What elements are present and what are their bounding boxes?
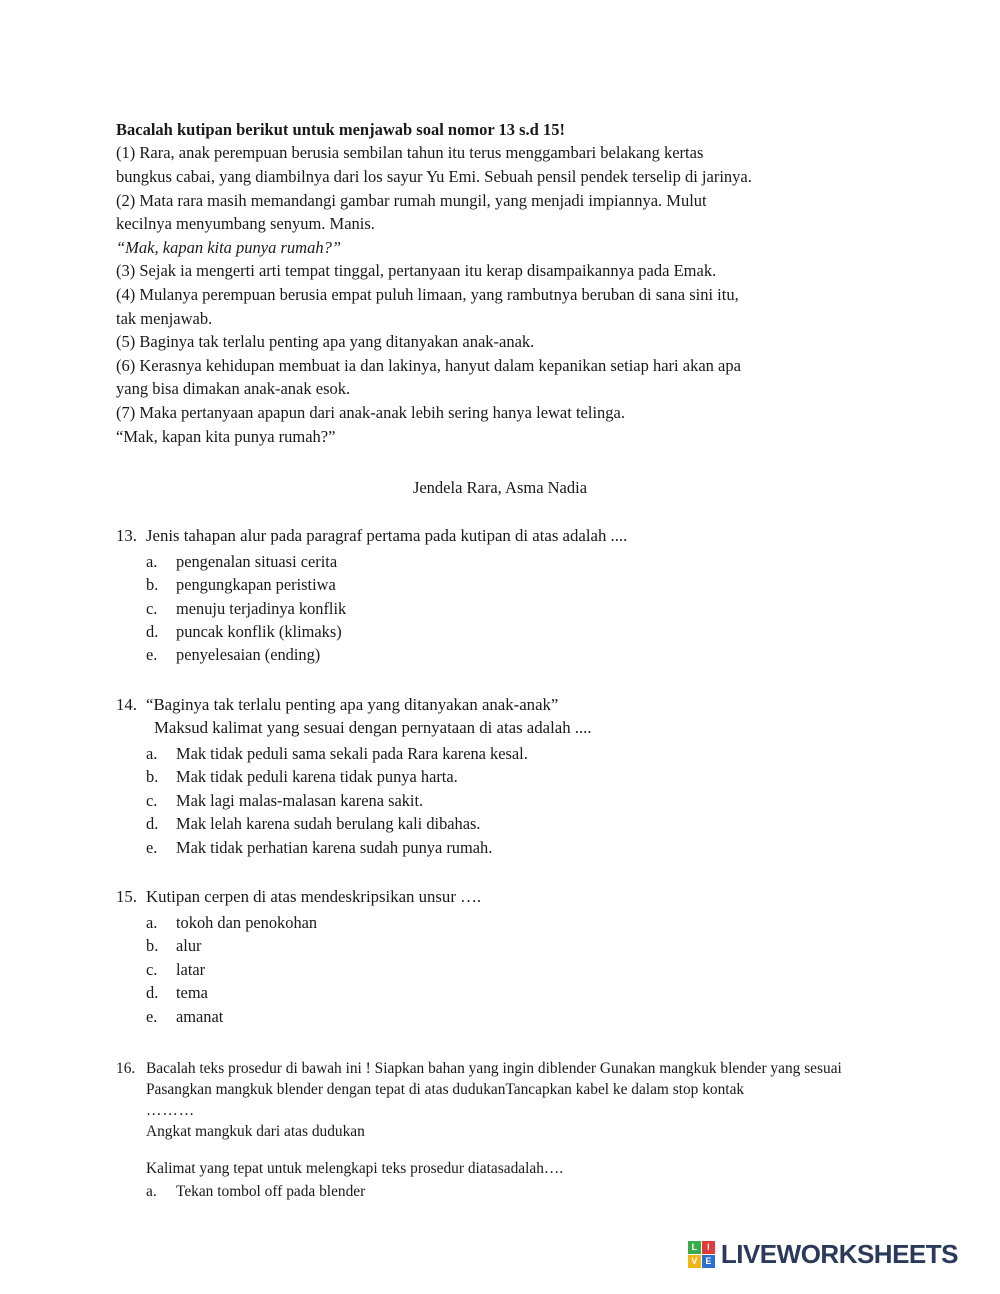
option-letter: b. xyxy=(146,575,159,595)
option-letter: b. xyxy=(146,936,159,956)
question-number: 13. xyxy=(116,526,137,546)
question-text: Bacalah teks prosedur di bawah ini ! Siapkan bahan yang ingin diblender Gunakan mangkuk blender yang sesuai xyxy=(146,1060,842,1077)
passage-line: yang bisa dimakan anak-anak esok. xyxy=(116,379,351,399)
option-letter: a. xyxy=(146,1183,157,1201)
passage-line: kecilnya menyumbang senyum. Manis. xyxy=(116,214,375,234)
answer-option[interactable] xyxy=(116,934,884,957)
passage-line: (7) Maka pertanyaan apapun dari anak-anak lebih sering hanya lewat telinga. xyxy=(116,402,625,422)
question-text: Jenis tahapan alur pada paragraf pertama pada kutipan di atas adalah .... xyxy=(146,526,628,546)
answer-option[interactable] xyxy=(116,958,884,981)
answer-option[interactable] xyxy=(116,597,884,620)
option-text: alur xyxy=(176,936,202,956)
option-letter: e. xyxy=(146,1006,158,1026)
worksheet-content xyxy=(116,118,884,1203)
question-text-continued: Pasangkan mangkuk blender dengan tepat di atas dudukanTancapkan kabel ke dalam stop kontak xyxy=(146,1081,745,1099)
question-text: “Baginya tak terlalu penting apa yang ditanyakan anak-anak” xyxy=(146,694,559,714)
option-text: Mak tidak peduli sama sekali pada Rara karena kesal. xyxy=(176,743,528,763)
badge-letter-l: L xyxy=(688,1241,701,1254)
option-letter: d. xyxy=(146,814,159,834)
passage-instruction: Bacalah kutipan berikut untuk menjawab soal nomor 13 s.d 15! xyxy=(116,120,565,139)
answer-options xyxy=(116,550,884,667)
spacer xyxy=(116,1142,884,1158)
option-text: Mak tidak peduli karena tidak punya harta. xyxy=(176,767,458,787)
question-text-continued: Angkat mangkuk dari atas dudukan xyxy=(146,1122,365,1140)
answer-options xyxy=(116,1181,884,1203)
option-letter: a. xyxy=(146,912,158,932)
question-14 xyxy=(116,693,884,859)
option-letter: c. xyxy=(146,959,158,979)
option-letter: c. xyxy=(146,598,158,618)
passage-line: (1) Rara, anak perempuan berusia sembilan tahun itu terus menggambari belakang kertas xyxy=(116,143,704,163)
option-text: Tekan tombol off pada blender xyxy=(176,1183,366,1201)
option-text: pengenalan situasi cerita xyxy=(176,551,338,571)
badge-letter-i: I xyxy=(702,1241,715,1254)
passage-line: “Mak, kapan kita punya rumah?” xyxy=(116,426,336,446)
option-letter: b. xyxy=(146,767,159,787)
passage-line: (4) Mulanya perempuan berusia empat puluh limaan, yang rambutnya beruban di sana sini itu, xyxy=(116,284,739,304)
passage-line: (6) Kerasnya kehidupan membuat ia dan lakinya, hanyut dalam kepanikan setiap hari akan apa xyxy=(116,355,741,375)
passage-line: (5) Baginya tak terlalu penting apa yang ditanyakan anak-anak. xyxy=(116,332,535,352)
question-16 xyxy=(116,1058,884,1203)
answer-option[interactable] xyxy=(116,643,884,666)
badge-letter-e: E xyxy=(702,1255,715,1268)
option-text: puncak konflik (klimaks) xyxy=(176,622,342,642)
answer-options xyxy=(116,911,884,1028)
answer-options xyxy=(116,742,884,859)
passage-source: Jendela Rara, Asma Nadia xyxy=(412,478,588,498)
answer-option[interactable] xyxy=(116,1181,884,1203)
reading-passage xyxy=(116,118,884,498)
question-stem xyxy=(116,693,884,717)
answer-option[interactable] xyxy=(116,765,884,788)
answer-option[interactable] xyxy=(116,789,884,812)
option-text: tema xyxy=(176,983,208,1003)
question-subtext: Maksud kalimat yang sesuai dengan pernyataan di atas adalah .... xyxy=(154,718,592,738)
passage-line: tak menjawab. xyxy=(116,308,213,328)
answer-option[interactable] xyxy=(116,573,884,596)
passage-line: (2) Mata rara masih memandangi gambar rumah mungil, yang menjadi impiannya. Mulut xyxy=(116,190,707,210)
answer-option[interactable] xyxy=(116,836,884,859)
question-number: 14. xyxy=(116,694,137,714)
option-text: penyelesaian (ending) xyxy=(176,645,321,665)
option-text: tokoh dan penokohan xyxy=(176,912,318,932)
question-prompt: Kalimat yang tepat untuk melengkapi teks prosedur diatasadalah…. xyxy=(146,1159,564,1177)
answer-option[interactable] xyxy=(116,981,884,1004)
option-letter: d. xyxy=(146,622,159,642)
option-letter: d. xyxy=(146,983,159,1003)
liveworksheets-badge-icon xyxy=(688,1241,715,1268)
question-number: 15. xyxy=(116,887,137,907)
option-letter: a. xyxy=(146,551,158,571)
question-13 xyxy=(116,524,884,667)
option-letter: e. xyxy=(146,645,158,665)
option-letter: a. xyxy=(146,743,158,763)
option-text: amanat xyxy=(176,1006,224,1026)
question-number: 16. xyxy=(116,1060,136,1077)
option-text: Mak tidak perhatian karena sudah punya rumah. xyxy=(176,837,493,857)
answer-option[interactable] xyxy=(116,911,884,934)
question-stem xyxy=(116,1058,884,1079)
question-text: Kutipan cerpen di atas mendeskripsikan unsur …. xyxy=(146,887,482,907)
option-text: Mak lagi malas-malasan karena sakit. xyxy=(176,790,424,810)
option-letter: c. xyxy=(146,790,158,810)
passage-line: bungkus cabai, yang diambilnya dari los sayur Yu Emi. Sebuah pensil pendek terselip di jarinya. xyxy=(116,167,752,187)
question-stem xyxy=(116,524,884,548)
liveworksheets-logo[interactable] xyxy=(688,1239,958,1270)
badge-letter-v: V xyxy=(688,1255,701,1268)
liveworksheets-wordmark: LIVEWORKSHEETS xyxy=(720,1239,958,1269)
answer-option[interactable] xyxy=(116,550,884,573)
option-letter: e. xyxy=(146,837,158,857)
question-stem xyxy=(116,885,884,909)
option-text: Mak lelah karena sudah berulang kali dibahas. xyxy=(176,814,481,834)
answer-option[interactable] xyxy=(116,1005,884,1028)
question-ellipsis: ……… xyxy=(146,1101,196,1119)
option-text: latar xyxy=(176,959,206,979)
answer-option[interactable] xyxy=(116,812,884,835)
question-15 xyxy=(116,885,884,1028)
option-text: menuju terjadinya konflik xyxy=(176,598,347,618)
option-text: pengungkapan peristiwa xyxy=(176,575,336,595)
passage-quote-line: “Mak, kapan kita punya rumah?” xyxy=(116,237,342,257)
answer-option[interactable] xyxy=(116,742,884,765)
answer-option[interactable] xyxy=(116,620,884,643)
passage-line: (3) Sejak ia mengerti arti tempat tinggal, pertanyaan itu kerap disampaikannya pada Emak. xyxy=(116,261,717,281)
